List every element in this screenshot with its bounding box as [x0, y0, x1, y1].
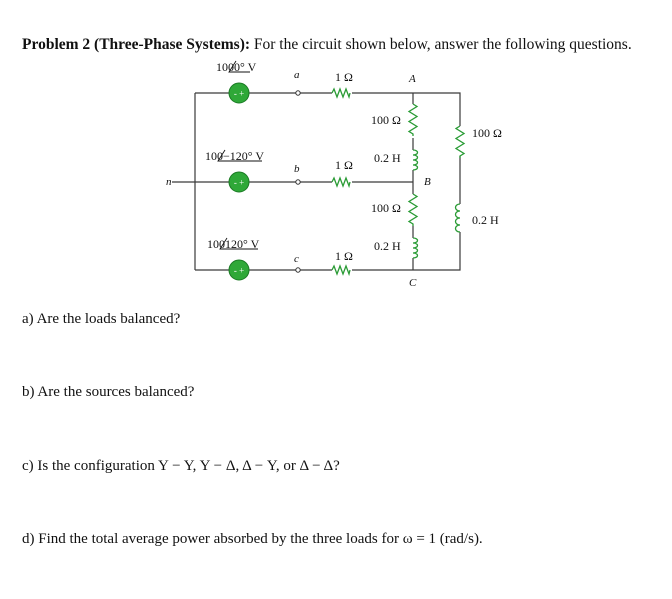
problem-prompt: For the circuit shown below, answer the following questions.	[253, 36, 632, 53]
question-a: a) Are the loads balanced?	[22, 311, 181, 327]
question-b: b) Are the sources balanced?	[22, 384, 195, 400]
load-resistor-ca-label: 100 Ω	[472, 126, 502, 140]
source-c-magnitude: 100	[207, 237, 225, 251]
line-a-wire-4	[352, 93, 460, 126]
source-c	[229, 260, 249, 280]
line-resistor-b	[332, 178, 350, 186]
source-a-label	[216, 60, 257, 74]
node-label-B: B	[424, 176, 431, 188]
load-inductor-ab-label: 0.2 H	[374, 151, 401, 165]
line-resistor-a-label: 1 Ω	[335, 70, 353, 84]
load-inductor-ab	[413, 150, 418, 170]
source-b	[229, 172, 249, 192]
node-label-a: a	[294, 69, 300, 81]
node-label-A: A	[409, 73, 416, 85]
load-inductor-ca	[456, 204, 461, 232]
node-label-C: C	[409, 277, 417, 289]
load-inductor-bc	[413, 238, 418, 258]
terminal-b	[296, 180, 300, 184]
terminal-a	[296, 91, 300, 95]
source-c-sign: - +	[233, 265, 245, 276]
node-label-b: b	[294, 163, 300, 175]
load-inductor-bc-label: 0.2 H	[374, 239, 401, 253]
source-a-magnitude: 100	[216, 60, 234, 74]
source-c-angle: 120° V	[225, 237, 260, 251]
source-b-label	[205, 149, 264, 163]
problem-heading: Problem 2 (Three-Phase Systems):	[22, 36, 251, 53]
line-c-wire-4	[352, 232, 460, 270]
source-b-angle: −120° V	[223, 149, 265, 163]
node-label-c: c	[294, 253, 299, 265]
line-resistor-c-label: 1 Ω	[335, 249, 353, 263]
source-b-magnitude: 100	[205, 149, 223, 163]
load-resistor-ab	[409, 104, 417, 136]
load-resistor-ca	[456, 126, 464, 158]
line-resistor-c	[332, 266, 350, 274]
line-resistor-b-label: 1 Ω	[335, 158, 353, 172]
line-resistor-a	[332, 89, 350, 97]
node-label-n: n	[166, 176, 172, 188]
source-b-sign: - +	[233, 177, 245, 188]
load-inductor-ca-label: 0.2 H	[472, 213, 499, 227]
question-d: d) Find the total average power absorbed by the three loads for ω = 1 (rad/s).	[22, 531, 483, 547]
source-a	[229, 83, 249, 103]
load-resistor-bc	[409, 194, 417, 226]
source-a-sign: - +	[233, 88, 245, 99]
source-c-label	[207, 237, 260, 251]
terminal-c	[296, 268, 300, 272]
source-a-angle: 0° V	[234, 60, 257, 74]
load-resistor-bc-label: 100 Ω	[371, 201, 401, 215]
question-c: c) Is the configuration Y − Y, Y − Δ, Δ − Y, or Δ − Δ?	[22, 458, 340, 474]
load-resistor-ab-label: 100 Ω	[371, 113, 401, 127]
